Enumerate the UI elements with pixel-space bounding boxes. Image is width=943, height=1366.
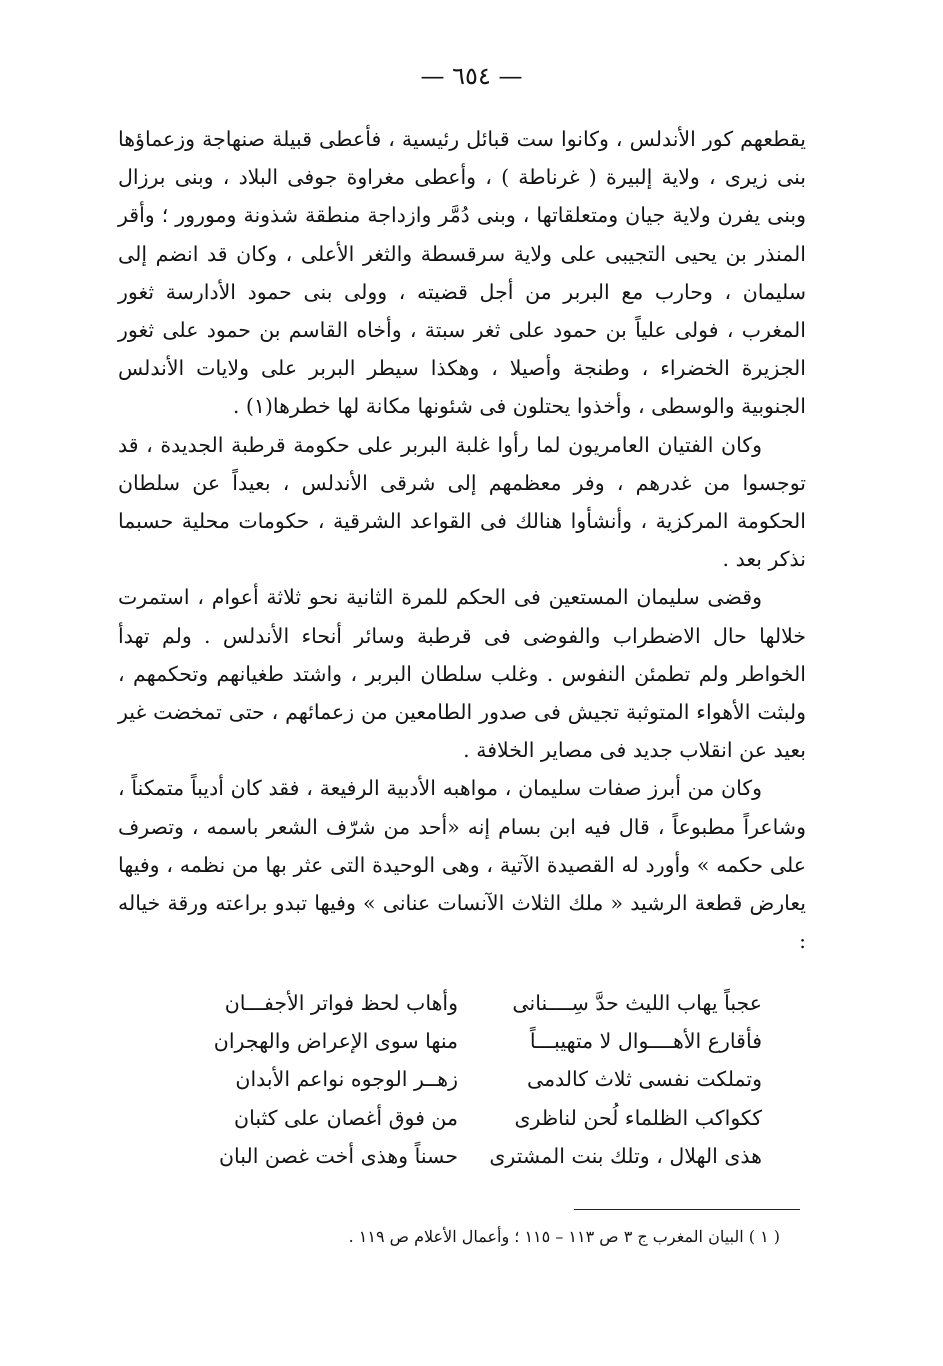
poem-verse (118, 1137, 806, 1175)
paragraph-3: وقضى سليمان المستعين فى الحكم للمرة الثانية نحو ثلاثة أعوام ، استمرت خلالها حال الاضطراب والفوضى فى قرطبة وسائر أنحاء الأندلس . ولم تهدأ الخواطر ولم تطمئن النفوس . وغلب سلطان البربر ، واشتد طغيانهم وتحكمهم ، ولبثت الأهواء المتوثبة تجيش فى صدور الطامعين من زعمائهم ، حتى تمخضت غير بعيد عن انقلاب جديد فى مصاير الخلافة . (118, 585, 806, 763)
poem-verse (118, 984, 806, 1022)
footnote: ( ١ ) البيان المغرب ج ٣ ص ١١٣ – ١١٥ ؛ وأعمال الأعلام ص ١١٩ . (348, 1227, 780, 1246)
paragraph-4: وكان من أبرز صفات سليمان ، مواهبه الأدبية الرفيعة ، فقد كان أديباً متمكناً ، وشاعراً مطبوعاً ، قال فيه ابن بسام إنه «أحد من شرّف الشعر باسمه ، وتصرف على حكمه » وأورد له القصيدة الآتية ، وهى الوحيدة التى عثر بها من نظمه ، وفيها يعارض قطعة الرشيد « ملك الثلاث الآنسات عنانى » وفيها تبدو براعته ورقة خياله : (118, 776, 806, 954)
verse-second-hemistich: حسناً وهذى أخت غصن البان (218, 1143, 458, 1168)
paragraph-1: يقطعهم كور الأندلس ، وكانوا ست قبائل رئيسية ، فأعطى قبيلة صنهاجة وزعماؤها بنى زيرى ، ولاية إلبيرة ( غرناطة ) ، وأعطى مغراوة جوفى البلاد ، وبنى برزال وبنى يفرن ولاية جيان ومتعلقاتها ، وبنى دُمَّر وازداجة منطقة شذونة ومورور ؛ وأقر المنذر بن يحيى التجيبى على ولاية سرقسطة والثغر الأعلى ، وكان قد انضم إلى سليمان ، وحارب مع البربر من أجل قضيته ، وولى بنى حمود الأدارسة ثغور المغرب ، فولى علياً بن حمود على ثغر سبتة ، وأخاه القاسم بن حمود على ثغور الجزيرة الخضراء ، وطنجة وأصيلا ، وهكذا سيطر البربر على ولايات الأندلس الجنوبية والوسطى ، وأخذوا يحتلون فى شئونها مكانة لها خطرها(١) . (118, 127, 806, 419)
verse-first-hemistich: عجباً يهاب الليث حدَّ سِــــنانى (512, 991, 762, 1015)
verse-first-hemistich: فأقارع الأهــــوال لا متهيبـــاً (529, 1029, 762, 1054)
verse-second-hemistich: منها سوى الإعراض والهجران (213, 1029, 458, 1054)
body-text (118, 120, 806, 960)
verse-first-hemistich: هذى الهلال ، وتلك بنت المشترى (489, 1143, 762, 1168)
verse-first-hemistich: وتملكت نفسى ثلاث كالدمى (526, 1067, 762, 1092)
paragraph-2: وكان الفتيان العامريون لما رأوا غلبة البربر على حكومة قرطبة الجديدة ، قد توجسوا من غدرهم ، وفر معظمهم إلى شرقى الأندلس ، بعيداً عن سلطان الحكومة المركزية ، وأنشأوا هنالك فى القواعد الشرقية ، حكومات محلية حسبما نذكر بعد . (118, 432, 806, 572)
page-number: — ٦٥٤ — (420, 62, 523, 90)
footnote-divider (574, 1209, 800, 1210)
verse-second-hemistich: وأهاب لحظ فواتر الأجفـــان (224, 991, 458, 1015)
poem (118, 984, 806, 1175)
verse-second-hemistich: من فوق أغصان على كثبان (234, 1105, 458, 1130)
poem-verse (118, 1060, 806, 1098)
verse-second-hemistich: زهــر الوجوه نواعم الأبدان (235, 1067, 458, 1092)
verse-first-hemistich: ككواكب الظلماء لُحن لناظرى (514, 1105, 762, 1130)
poem-verse (118, 1022, 806, 1060)
poem-verse (118, 1099, 806, 1137)
